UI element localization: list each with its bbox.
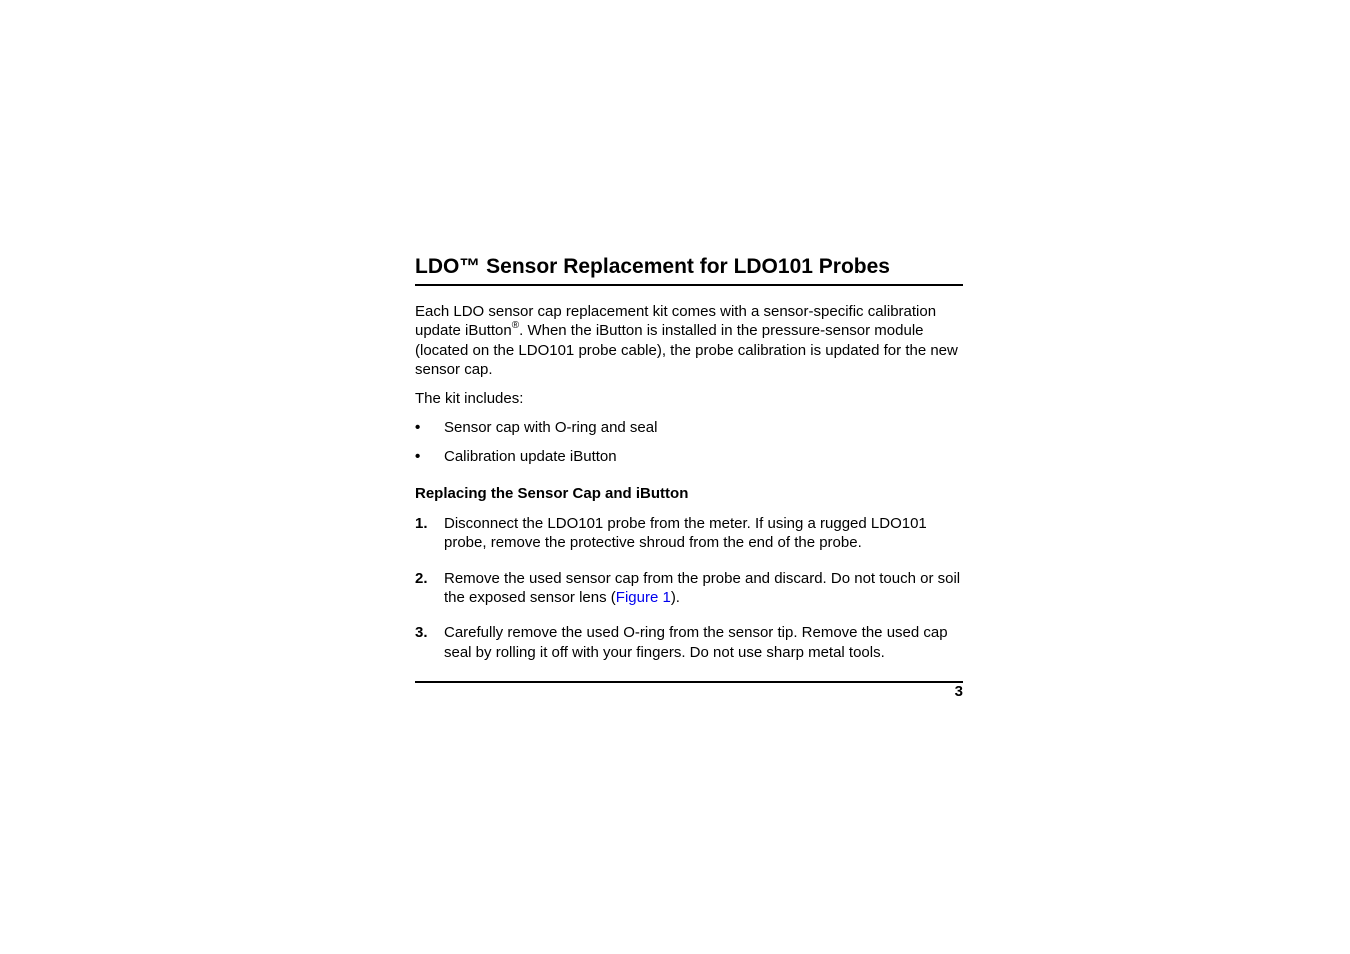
step-number: 3.: [415, 624, 428, 642]
section-title: LDO™ Sensor Replacement for LDO101 Probes: [415, 254, 963, 286]
step-text: Carefully remove the used O-ring from the sensor tip. Remove the used cap seal by rolling it off with your fingers. Do not use sharp metal tools.: [444, 624, 948, 661]
figure-1-link[interactable]: Figure 1: [615, 589, 671, 607]
kit-includes-label: The kit includes:: [415, 389, 524, 407]
step-text-before: Remove the used sensor cap from the probe and discard. Do not touch or soil the exposed sensor lens (: [444, 569, 961, 607]
procedure-heading: Replacing the Sensor Cap and iButton: [415, 485, 689, 503]
list-item-text: Sensor cap with O-ring and seal: [444, 419, 658, 437]
list-item-text: Calibration update iButton: [444, 448, 617, 466]
step-1: [415, 514, 963, 553]
step-text: Disconnect the LDO101 probe from the meter. If using a rugged LDO101 probe, remove the protective shroud from the end of the probe.: [444, 514, 927, 552]
intro-text-part1: Each LDO sensor cap replacement kit comes with a sensor-specific calibration update iButton: [415, 303, 937, 340]
registered-mark: ®: [511, 320, 520, 332]
step-text-after: ).: [670, 589, 680, 607]
step-text: [444, 570, 960, 606]
procedure-steps: [415, 514, 963, 662]
footer-divider: [415, 681, 963, 683]
step-number: 1.: [415, 514, 428, 532]
kit-items-list: [415, 418, 963, 466]
list-item: [415, 418, 963, 437]
bullet-icon: •: [415, 448, 421, 466]
step-number: 2.: [415, 569, 428, 587]
document-page: [415, 254, 963, 678]
page-number: 3: [954, 683, 963, 700]
list-item: [415, 447, 963, 466]
step-3: [415, 623, 963, 662]
intro-text-part2: . When the iButton is installed in the pressure-sensor module (located on the LDO101 probe cable), the probe calibration is updated for the new sensor cap.: [415, 322, 958, 379]
intro-paragraph: [415, 302, 963, 380]
step-2: [415, 569, 963, 608]
bullet-icon: •: [415, 419, 421, 437]
